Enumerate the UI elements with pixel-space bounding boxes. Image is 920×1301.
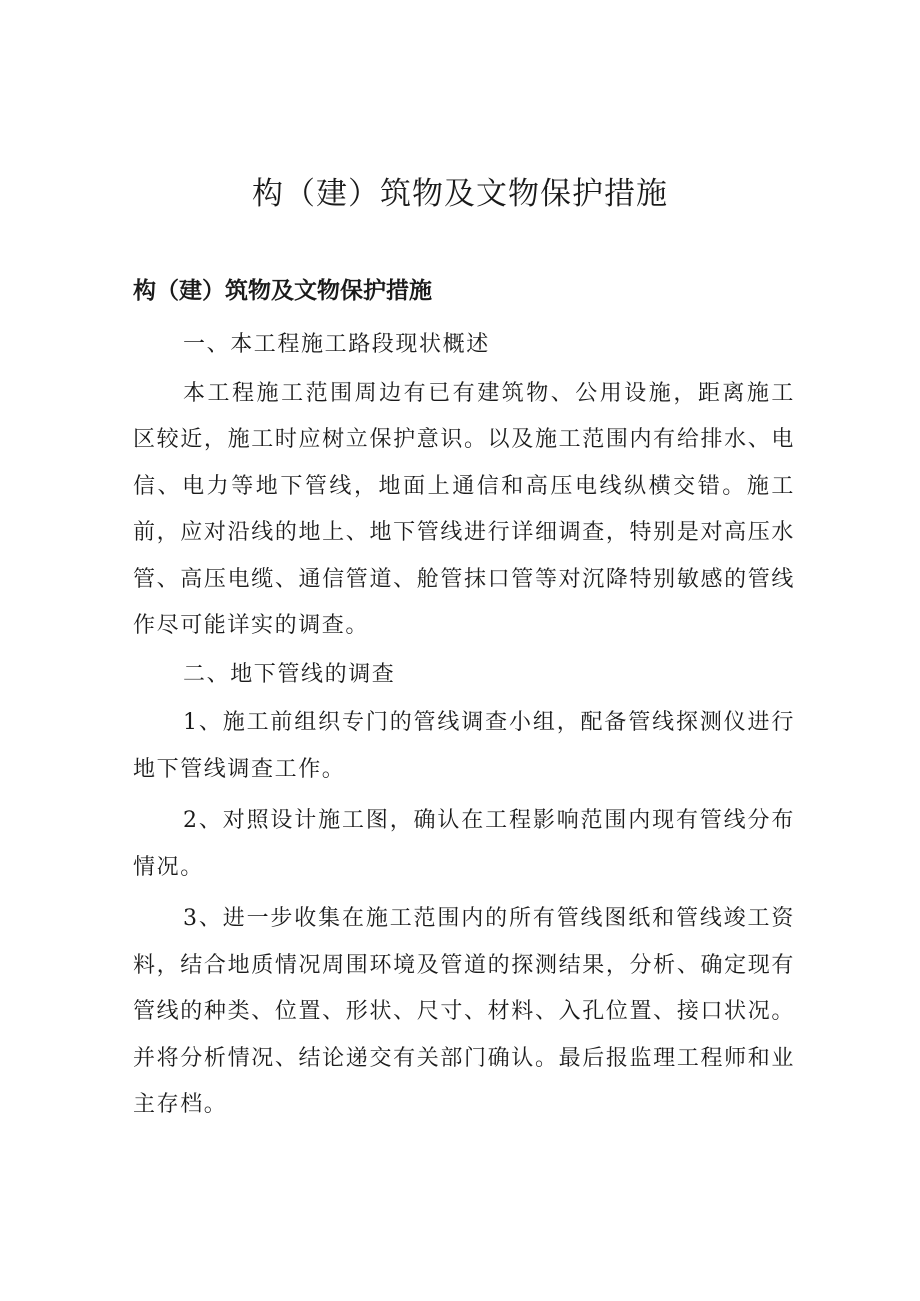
document-title: 构（建）筑物及文物保护措施 bbox=[252, 176, 668, 212]
paragraph-item-1: 1、施工前组织专门的管线调查小组，配备管线探测仪进行地下管线调查工作。 bbox=[133, 710, 795, 782]
paragraph-section-1-title: 一、本工程施工路段现状概述 bbox=[183, 332, 490, 357]
paragraph-item-3: 3、进一步收集在施工范围内的所有管线图纸和管线竣工资料，结合地质情况周围环境及管道的探测结果，分析、确定现有管线的种类、位置、形状、尺寸、材料、入孔位置、接口状况。并将分析情况、结论递交有关部门确认。最后报监理工程师和业主存档。 bbox=[133, 906, 795, 1117]
paragraph-section-2-title: 二、地下管线的调查 bbox=[183, 661, 396, 687]
section-heading: 构（建）筑物及文物保护措施 bbox=[133, 278, 432, 304]
paragraph-overview: 本工程施工范围周边有已有建筑物、公用设施，距离施工区较近，施工时应树立保护意识。以及施工范围内有给排水、电信、电力等地下管线，地面上通信和高压电线纵横交错。施工前，应对沿线的地上、地下管线进行详细调查，特别是对高压水管、高压电缆、通信管道、舱管抹口管等对沉降特别敏感的管线作尽可能详实的调查。 bbox=[133, 380, 795, 638]
paragraph-item-2: 2、对照设计施工图，确认在工程影响范围内现有管线分布情况。 bbox=[133, 808, 795, 880]
document-body bbox=[133, 322, 795, 1129]
